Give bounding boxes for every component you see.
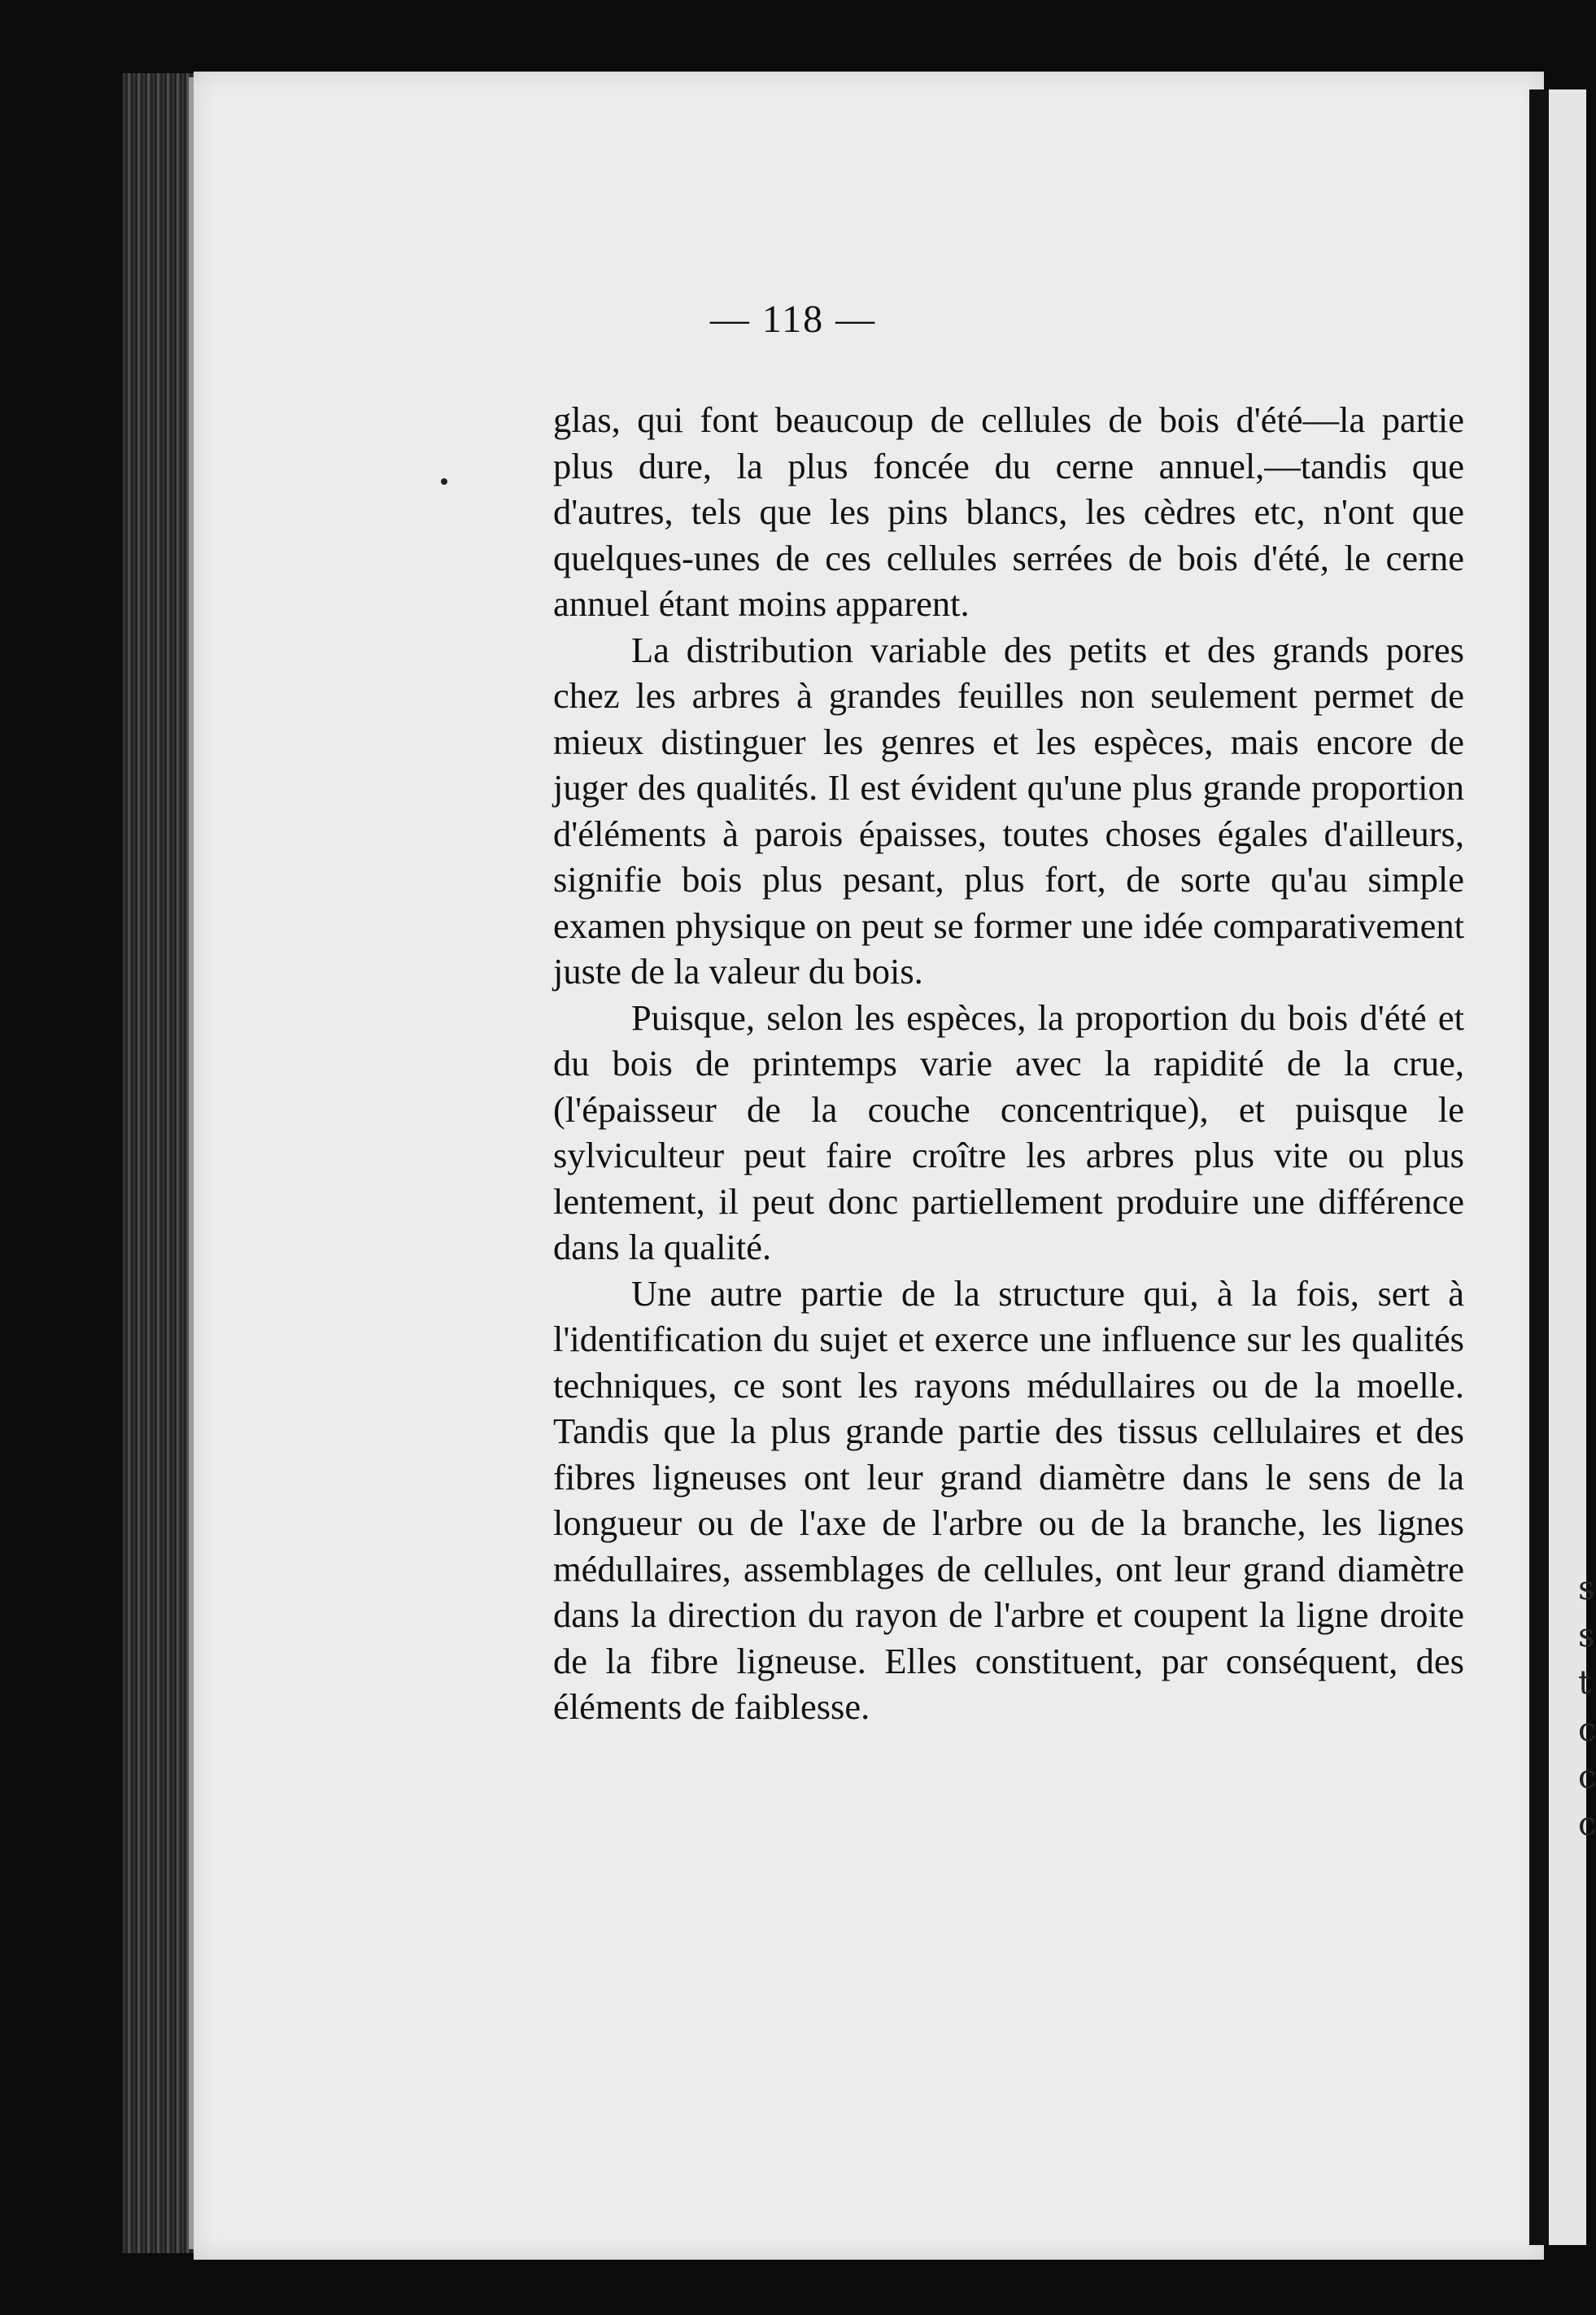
paragraph-2: La distribution variable des petits et des grands pores chez les arbres à grandes feuilles non seulement permet de mieux distinguer les genres et les espèces, mais encore de juger des qualités. Il est évident qu'une plus grande proportion d'éléments à parois épaisses, toutes choses égales d'ailleurs, signifie bois plus pesant, plus fort, de sorte qu'au simple examen physique on peut se former une idée comparativement juste de la valeur du bois. — [553, 629, 1464, 992]
page-body — [553, 397, 1464, 1730]
next-page-fragment: t — [1578, 1664, 1592, 1702]
ink-speck — [441, 478, 447, 485]
next-page-fragment: c — [1578, 1759, 1596, 1796]
paragraph-4: Une autre partie de la structure qui, à la fois, sert à l'identification du sujet et exerce une influence sur les qualités techniques, ce sont les rayons médullaires ou de la moelle. Tandis que la plus grande partie des tissus cellulaires et des fibres ligneuses ont leur grand diamètre dans le sens de la longueur ou de l'axe de l'arbre ou de la branche, les lignes médullaires, assemblages de cellules, ont leur grand diamètre dans la direction du rayon de l'arbre et coupent la ligne droite de la fibre ligneuse. Elles constituent, par conséquent, des éléments de faiblesse. — [553, 1272, 1464, 1727]
next-page-fragment: c — [1578, 1711, 1596, 1749]
paragraph-3: Puisque, selon les espèces, la proportion du bois d'été et du bois de printemps varie avec la rapidité de la crue, (l'épaisseur de la couche concentrique), et puisque le sylviculteur peut faire croître les arbres plus vite ou plus lentement, il peut donc partiellement produire une différence dans la qualité. — [553, 996, 1464, 1267]
next-page-fragment: s — [1578, 1570, 1595, 1607]
next-page-fragment: c — [1578, 1806, 1596, 1843]
next-page-fragment: s — [1578, 1617, 1595, 1655]
page-gutter — [1529, 89, 1549, 2245]
page-number: — 118 — — [709, 298, 877, 341]
paragraph-1: glas, qui font beaucoup de cellules de bois d'été—la partie plus dure, la plus foncée du cerne annuel,—tandis que d'autres, tels que les pins blancs, les cèdres etc, n'ont que quelques-unes de ces cellules serrées de bois d'été, le cerne annuel étant moins apparent. — [553, 399, 1464, 624]
next-page-edge — [1549, 89, 1596, 2245]
book-spine — [122, 73, 195, 2253]
